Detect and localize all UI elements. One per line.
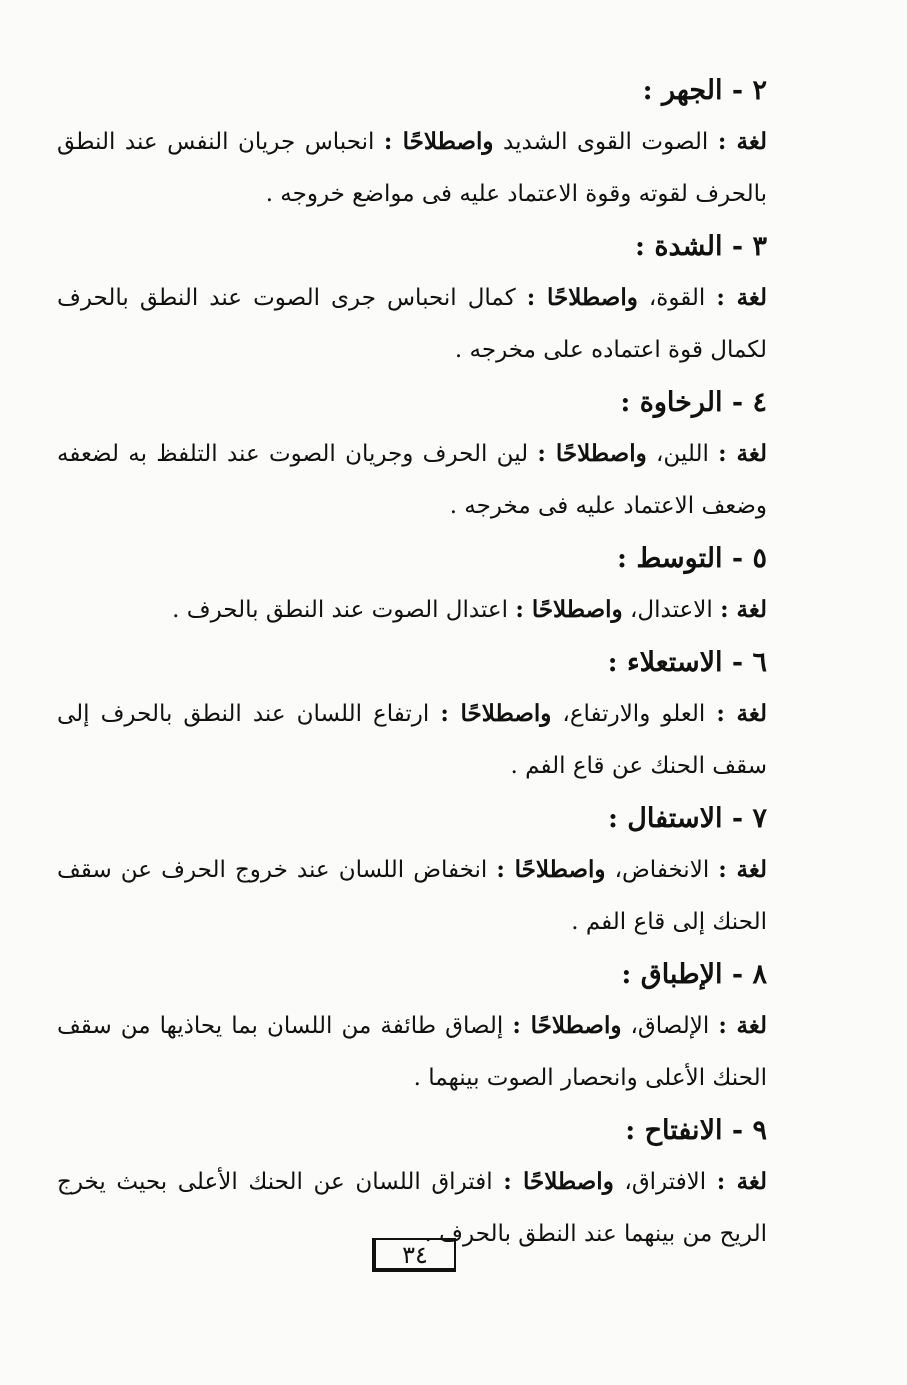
- term-definition: لين الحرف وجريان الصوت عند التلفظ به لضعفه وضعف الاعتماد عليه فى مخرجه .: [57, 441, 767, 519]
- definition-paragraph: [57, 844, 767, 948]
- term-label: واصطلاحًا :: [503, 1168, 614, 1195]
- section-heading: ٩ - الانفتاح :: [625, 1115, 767, 1146]
- lang-meaning: الانخفاض،: [605, 857, 719, 883]
- term-definition: اعتدال الصوت عند النطق بالحرف .: [172, 597, 516, 623]
- lang-meaning: العلو والارتفاع،: [551, 701, 717, 727]
- lang-label: لغة :: [718, 856, 767, 883]
- term-label: واصطلاحًا :: [383, 128, 494, 155]
- section-heading: ٣ - الشدة :: [634, 231, 767, 262]
- lang-meaning: الصوت القوى الشديد: [493, 129, 718, 155]
- term-label: واصطلاحًا :: [515, 596, 623, 623]
- section-jahr: [57, 66, 767, 220]
- lang-label: لغة :: [718, 1012, 767, 1039]
- lang-label: لغة :: [717, 128, 767, 155]
- definition-paragraph: [57, 688, 767, 792]
- term-label: واصطلاحًا :: [440, 700, 552, 727]
- definition-paragraph: [57, 116, 767, 220]
- section-shidda: [57, 222, 767, 376]
- term-label: واصطلاحًا :: [496, 856, 606, 883]
- section-istifal: [57, 794, 767, 948]
- section-tawassut: [57, 534, 767, 636]
- section-itbaq: [57, 950, 767, 1104]
- lang-label: لغة :: [716, 284, 768, 311]
- section-rakhawa: [57, 378, 767, 532]
- term-definition: ارتفاع اللسان عند النطق بالحرف إلى سقف الحنك عن قاع الفم .: [57, 701, 767, 779]
- lang-meaning: الإلصاق،: [621, 1013, 719, 1039]
- lang-meaning: الاعتدال،: [622, 597, 721, 623]
- term-label: واصطلاحًا :: [526, 284, 638, 311]
- definition-paragraph: [57, 272, 767, 376]
- term-definition: انحباس جريان النفس عند النطق بالحرف لقوته وقوة الاعتماد عليه فى مواضع خروجه .: [57, 129, 767, 207]
- section-heading: ٧ - الاستفال :: [607, 803, 767, 834]
- section-infitah: [57, 1106, 767, 1260]
- term-definition: إلصاق طائفة من اللسان بما يحاذيها من سقف الحنك الأعلى وانحصار الصوت بينهما .: [57, 1013, 767, 1091]
- term-label: واصطلاحًا :: [537, 440, 647, 467]
- definition-paragraph: [57, 584, 767, 636]
- term-label: واصطلاحًا :: [512, 1012, 622, 1039]
- section-heading: ٢ - الجهر :: [642, 75, 767, 106]
- section-heading: ٨ - الإطباق :: [621, 959, 767, 990]
- section-heading: ٥ - التوسط :: [617, 543, 767, 574]
- section-heading: ٤ - الرخاوة :: [620, 387, 767, 418]
- lang-label: لغة :: [720, 596, 767, 623]
- lang-meaning: الافتراق،: [613, 1169, 717, 1195]
- lang-label: لغة :: [716, 700, 767, 727]
- term-definition: افتراق اللسان عن الحنك الأعلى بحيث يخرج الريح من بينهما عند النطق بالحرف .: [57, 1169, 767, 1247]
- page-number: ٣٤: [372, 1238, 456, 1272]
- term-definition: انخفاض اللسان عند خروج الحرف عن سقف الحنك إلى قاع الفم .: [57, 857, 767, 935]
- lang-meaning: القوة،: [637, 285, 717, 311]
- lang-label: لغة :: [716, 1168, 768, 1195]
- section-heading: ٦ - الاستعلاء :: [607, 647, 767, 678]
- definition-paragraph: [57, 428, 767, 532]
- page-body: [57, 66, 767, 1262]
- definition-paragraph: [57, 1000, 767, 1104]
- lang-meaning: اللين،: [646, 441, 719, 467]
- lang-label: لغة :: [718, 440, 767, 467]
- section-istilaa: [57, 638, 767, 792]
- term-definition: كمال انحباس جرى الصوت عند النطق بالحرف لكمال قوة اعتماده على مخرجه .: [57, 285, 767, 363]
